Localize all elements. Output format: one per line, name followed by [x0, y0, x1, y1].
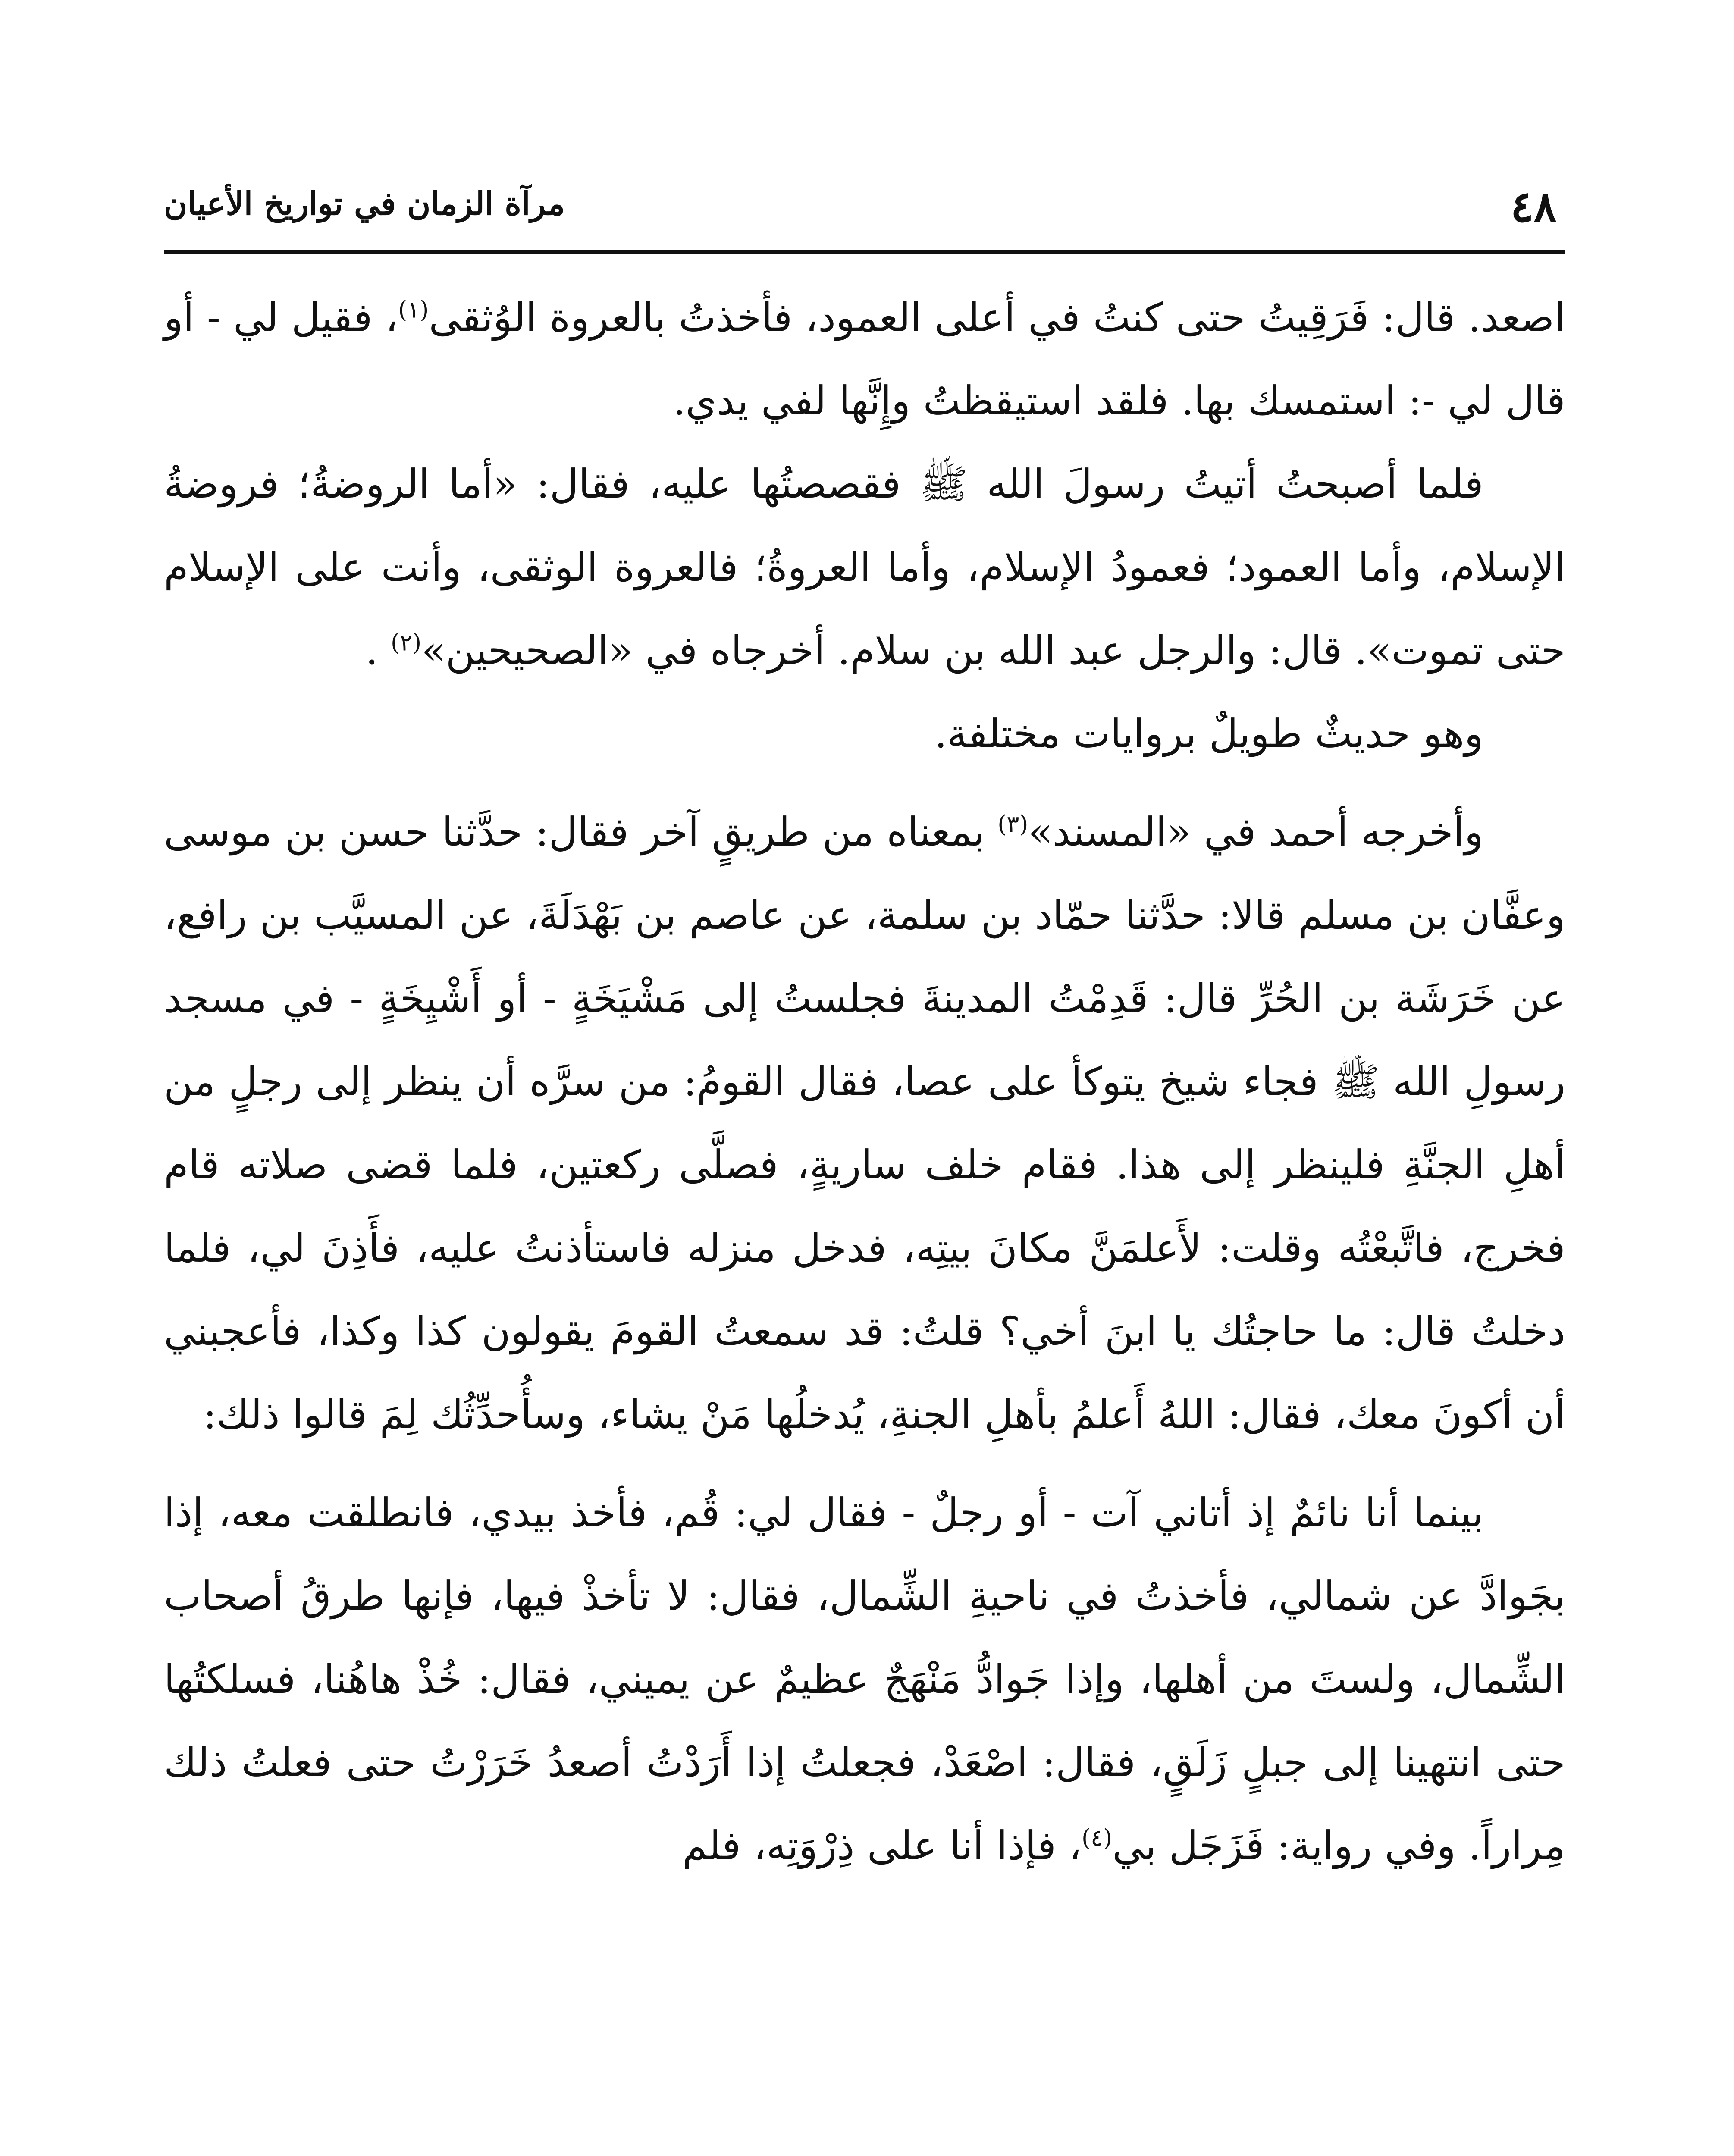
footnote-ref: (٣): [997, 810, 1028, 838]
book-page: [164, 164, 1565, 2156]
footnote-ref: (٢): [391, 629, 422, 656]
page-number: ٤٨: [1510, 181, 1557, 232]
page-header: [164, 164, 1565, 254]
paragraph: بينما أنا نائمٌ إذ أتاني آت - أو رجلٌ - فقال لي: قُم، فأخذ بيدي، فانطلقت معه، إذا بجَوادَّ عن شمالي، فأخذتُ في ناحيةِ الشِّمال، فقال: لا تأخذْ فيها، فإنها طرقُ أصحاب الشِّمال، ولستَ من أهلها، وإذا جَوادُّ مَنْهَجٌ عظيمٌ عن يميني، فقال: خُذْ هاهُنا، فسلكتُها حتى انتهينا إلى جبلٍ زَلَقٍ، فقال: اصْعَدْ، فجعلتُ إذا أَرَدْتُ أصعدُ خَرَرْتُ حتى فعلتُ ذلك مِراراً. وفي رواية: فَزَجَل بي$^{(٤)}$، فإذا أنا على ذِرْوَتِه، فلم: [164, 1490, 1566, 1869]
paragraph-continuation: اصعد. قال: فَرَقِيتُ حتى كنتُ في أعلى العمود، فأخذتُ بالعروة الوُثقى$^{(١)}$، فقيل لي - أو قال لي -: استمسك بها. فلقد استيقظتُ وإِنَّها لفي يدي.: [164, 295, 1565, 424]
paragraph: فلما أصبحتُ أتيتُ رسولَ الله ﷺ فقصصتُها عليه، فقال: «أما الروضةُ؛ فروضةُ الإسلام، وأما العمود؛ فعمودُ الإسلام، وأما العروةُ؛ فالعروة الوثقى، وأنت على الإسلام حتى تموت». قال: والرجل عبد الله بن سلام. أخرجاه في «الصحيحين»$^{(٢)}$ .: [164, 461, 1565, 674]
main-text: [164, 276, 1565, 1887]
running-title: مرآة الزمان في تواريخ الأعيان: [164, 185, 565, 222]
paragraph: وهو حديثٌ طويلٌ بروايات مختلفة.: [934, 711, 1483, 757]
footnote-ref: (١): [398, 296, 429, 323]
footnote-ref: (٤): [1082, 1824, 1113, 1852]
paragraph: وأخرجه أحمد في «المسند»$^{(٣)}$ بمعناه من طريقٍ آخر فقال: حدَّثنا حسن بن موسى وعفَّان بن مسلم قالا: حدَّثنا حمّاد بن سلمة، عن عاصم بن بَهْدَلَةَ، عن المسيَّب بن رافع، عن خَرَشَة بن الحُرِّ قال: قَدِمْتُ المدينةَ فجلستُ إلى مَشْيَخَةٍ - أو أَشْيِخَةٍ - في مسجد رسولِ الله ﷺ فجاء شيخ يتوكأ على عصا، فقال القومُ: من سرَّه أن ينظر إلى رجلٍ من أهلِ الجنَّةِ فلينظر إلى هذا. فقام خلف ساريةٍ، فصلَّى ركعتين، فلما قضى صلاته قام فخرج، فاتَّبعْتُه وقلت: لأَعلمَنَّ مكانَ بيتِه، فدخل منزله فاستأذنتُ عليه، فأَذِنَ لي، فلما دخلتُ قال: ما حاجتُك يا ابنَ أخي؟ قلتُ: قد سمعتُ القومَ يقولون كذا وكذا، فأعجبني أن أكونَ معك، فقال: اللهُ أَعلمُ بأهلِ الجنةِ، يُدخلُها مَنْ يشاء، وسأُحدِّثُك لِمَ قالوا ذلك:: [164, 809, 1565, 1438]
